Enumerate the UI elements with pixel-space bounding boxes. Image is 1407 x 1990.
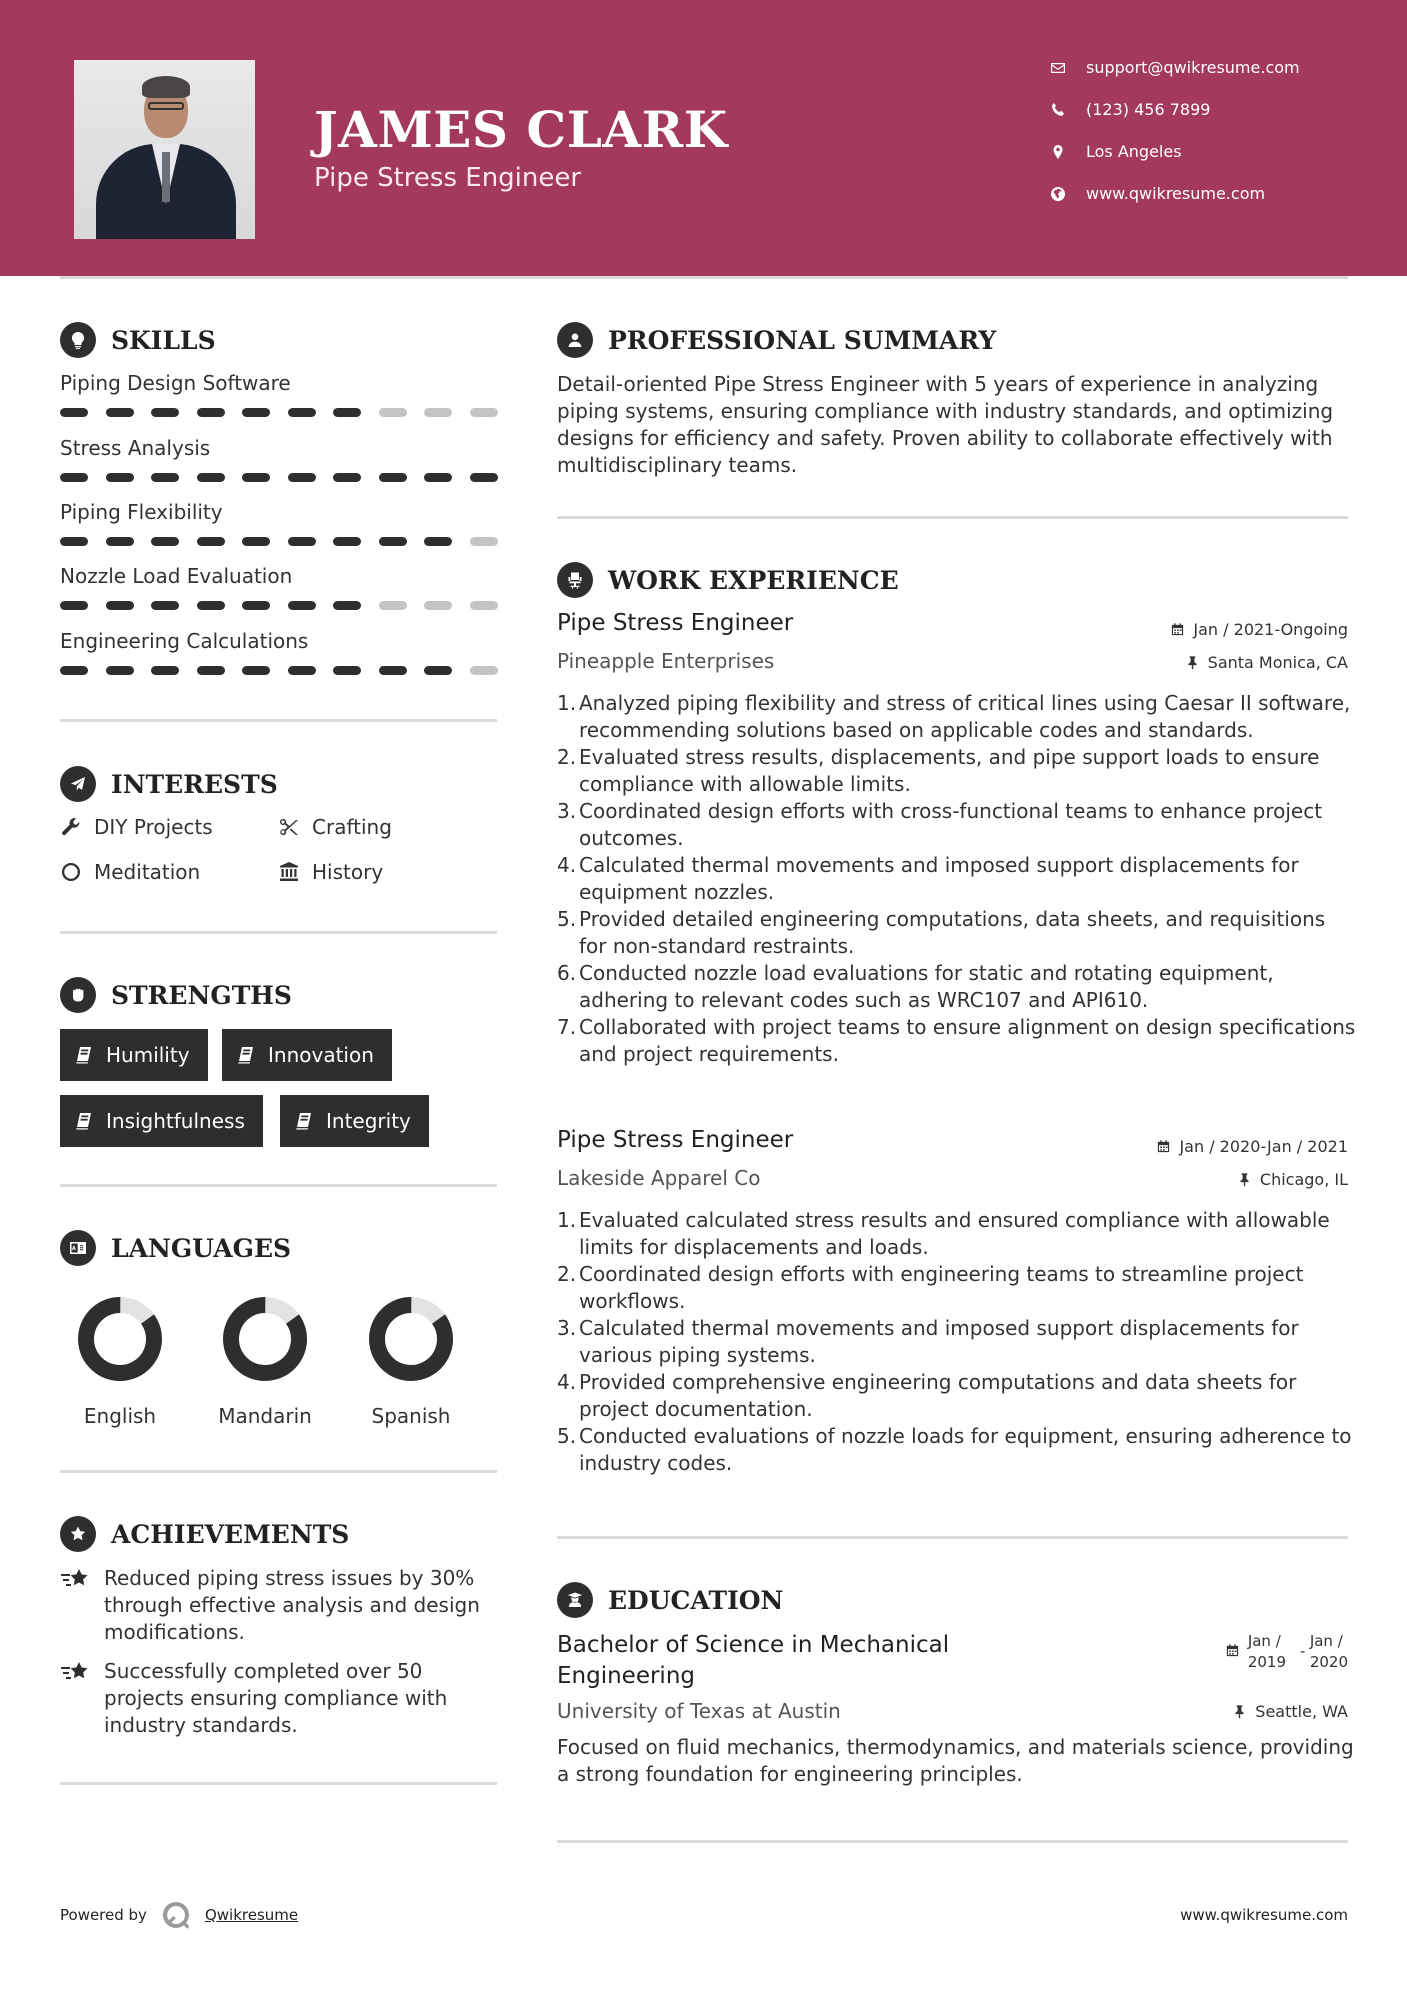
skill-level-segment <box>333 601 361 610</box>
skills-heading: SKILLS <box>60 322 216 358</box>
skill-level-bar <box>60 537 515 546</box>
language-ring <box>366 1294 456 1384</box>
section-divider <box>557 1840 1348 1843</box>
skill-level-segment <box>197 473 225 482</box>
job-responsibilities <box>557 1207 1357 1477</box>
strength-tag: Insightfulness <box>60 1095 263 1147</box>
responsibility-item: 4. Calculated thermal movements and imposed support displacements for equipment nozzles. <box>557 853 1299 904</box>
skill-name: Stress Analysis <box>60 436 211 460</box>
job-title: Pipe Stress Engineer <box>557 1127 794 1153</box>
calendar-icon <box>1156 1139 1171 1154</box>
calendar-icon <box>1170 622 1185 637</box>
contact-location-text: Los Angeles <box>1086 142 1182 161</box>
skill-level-segment <box>60 473 88 482</box>
candidate-name: JAMES CLARK <box>314 100 728 159</box>
responsibility-item: 5. Conducted evaluations of nozzle loads for equipment, ensuring adherence to industry codes. <box>557 1424 1352 1475</box>
language-item <box>60 1294 180 1428</box>
skill-level-segment <box>242 408 270 417</box>
skill-level-segment <box>106 473 134 482</box>
skill-level-segment <box>424 537 452 546</box>
skill-level-segment <box>424 601 452 610</box>
skill-level-segment <box>151 537 179 546</box>
summary-text: Detail-oriented Pipe Stress Engineer with 5 years of experience in analyzing piping systems, ensuring compliance with industry standards, and optimizing designs for efficiency and safety. Proven ability to collaborate effectively with multidisciplinary teams. <box>557 372 1334 477</box>
language-name: Mandarin <box>218 1404 312 1428</box>
globe-icon <box>1050 186 1086 202</box>
skill-level-segment <box>288 537 316 546</box>
section-divider <box>60 719 497 722</box>
skill-level-segment <box>60 408 88 417</box>
achievement-item: Successfully completed over 50 projects ensuring compliance with industry standards. <box>60 1658 500 1739</box>
book-icon <box>74 1111 94 1131</box>
contact-website-text: www.qwikresume.com <box>1086 184 1266 203</box>
achievements-heading: ACHIEVEMENTS <box>60 1516 349 1552</box>
skill-level-segment <box>379 408 407 417</box>
skill-level-segment <box>197 537 225 546</box>
pushpin-icon <box>1185 655 1200 670</box>
education-dates: Jan / 2019 - Jan / 2020 <box>1225 1631 1348 1673</box>
section-divider <box>60 1184 497 1187</box>
profile-photo <box>74 60 255 239</box>
skill-level-segment <box>197 408 225 417</box>
pushpin-icon <box>1237 1172 1252 1187</box>
skill-level-segment <box>151 601 179 610</box>
section-divider <box>60 1470 497 1473</box>
skill-level-segment <box>288 408 316 417</box>
language-icon <box>60 1230 96 1266</box>
skill-level-segment <box>60 666 88 675</box>
language-name: English <box>83 1404 157 1428</box>
skill-level-bar <box>60 601 515 610</box>
wrench-icon <box>60 816 82 838</box>
footer-powered-by: Powered by Qwikresume <box>60 1900 298 1930</box>
star-badge-icon <box>60 1516 96 1552</box>
header-divider <box>60 276 1348 279</box>
skill-level-segment <box>333 473 361 482</box>
section-divider <box>557 516 1348 519</box>
skill-level-segment <box>288 473 316 482</box>
scissors-icon <box>278 816 300 838</box>
language-ring <box>75 1294 165 1384</box>
education-location: Seattle, WA <box>1232 1702 1348 1721</box>
skill-level-segment <box>106 666 134 675</box>
skill-level-segment <box>106 537 134 546</box>
shooting-star-icon <box>60 1658 92 1686</box>
skill-level-segment <box>379 473 407 482</box>
responsibility-item: 3. Coordinated design efforts with cross-functional teams to enhance project outcomes. <box>557 799 1323 850</box>
candidate-title: Pipe Stress Engineer <box>314 163 582 193</box>
phone-icon <box>1050 102 1086 118</box>
footer-website[interactable]: www.qwikresume.com <box>1180 1906 1348 1924</box>
responsibility-item: 3. Calculated thermal movements and imposed support displacements for various piping systems. <box>557 1316 1299 1367</box>
skill-level-segment <box>197 666 225 675</box>
shooting-star-icon <box>60 1565 92 1593</box>
job-dates: Jan / 2020-Jan / 2021 <box>1156 1137 1348 1156</box>
language-name: Spanish <box>371 1404 451 1428</box>
skill-level-segment <box>470 666 498 675</box>
contact-phone-text: (123) 456 7899 <box>1086 100 1211 119</box>
resume-header <box>0 0 1407 276</box>
education-description: Focused on fluid mechanics, thermodynamics, and materials science, providing a strong foundation for engineering principles. <box>557 1735 1354 1786</box>
skill-level-segment <box>242 537 270 546</box>
skill-level-segment <box>197 601 225 610</box>
book-icon <box>74 1045 94 1065</box>
contact-location <box>1050 142 1380 161</box>
office-chair-icon <box>557 562 593 598</box>
map-pin-icon <box>1050 144 1086 160</box>
graduate-icon <box>557 1582 593 1618</box>
strength-tag: Humility <box>60 1029 208 1081</box>
interests-heading: INTERESTS <box>60 766 278 802</box>
museum-icon <box>278 861 300 883</box>
book-icon <box>294 1111 314 1131</box>
skill-level-segment <box>242 601 270 610</box>
section-divider <box>60 931 497 934</box>
strength-tag: Integrity <box>280 1095 429 1147</box>
job-title: Pipe Stress Engineer <box>557 610 794 636</box>
skill-level-segment <box>424 666 452 675</box>
skill-level-segment <box>333 666 361 675</box>
skill-level-segment <box>242 473 270 482</box>
skill-level-segment <box>379 666 407 675</box>
responsibility-item: 7. Collaborated with project teams to ensure alignment on design specifications and project requirements. <box>557 1015 1356 1066</box>
skill-level-segment <box>242 666 270 675</box>
degree-title: Bachelor of Science in Mechanical Engineering <box>557 1632 950 1689</box>
skill-level-segment <box>333 537 361 546</box>
summary-heading: PROFESSIONAL SUMMARY <box>557 322 996 358</box>
skill-level-segment <box>470 408 498 417</box>
pushpin-icon <box>1232 1704 1247 1719</box>
section-divider <box>60 1782 497 1785</box>
contact-email-text: support@qwikresume.com <box>1086 58 1300 77</box>
paper-plane-icon <box>60 766 96 802</box>
skill-name: Nozzle Load Evaluation <box>60 564 293 588</box>
skill-level-bar <box>60 666 515 675</box>
job-dates: Jan / 2021-Ongoing <box>1170 620 1348 639</box>
responsibility-item: 5. Provided detailed engineering computations, data sheets, and requisitions for non-standard restraints. <box>557 907 1326 958</box>
skill-level-segment <box>151 473 179 482</box>
skill-level-segment <box>60 601 88 610</box>
skill-level-segment <box>470 537 498 546</box>
skill-level-segment <box>288 666 316 675</box>
skill-level-segment <box>106 408 134 417</box>
responsibility-item: 2. Coordinated design efforts with engineering teams to streamline project workflows. <box>557 1262 1304 1313</box>
calendar-icon <box>1225 1643 1240 1658</box>
responsibility-item: 4. Provided comprehensive engineering computations and data sheets for project documentation. <box>557 1370 1297 1421</box>
lightbulb-icon <box>60 322 96 358</box>
experience-heading: WORK EXPERIENCE <box>557 562 899 598</box>
envelope-icon <box>1050 60 1086 76</box>
job-location: Chicago, IL <box>1237 1170 1348 1189</box>
contact-website[interactable] <box>1050 184 1380 203</box>
skill-level-segment <box>424 408 452 417</box>
qwikresume-logo-icon <box>161 1900 191 1930</box>
skill-level-segment <box>424 473 452 482</box>
languages-heading: LANGUAGES <box>60 1230 291 1266</box>
skill-level-bar <box>60 408 515 417</box>
interest-item: DIY Projects <box>60 815 213 839</box>
education-heading: EDUCATION <box>557 1582 783 1618</box>
user-icon <box>557 322 593 358</box>
job-responsibilities <box>557 690 1357 1068</box>
language-ring <box>220 1294 310 1384</box>
skill-level-segment <box>151 666 179 675</box>
qwikresume-link[interactable]: Qwikresume <box>204 1906 299 1924</box>
section-divider <box>557 1536 1348 1539</box>
job-company: Pineapple Enterprises <box>557 649 775 673</box>
language-item <box>205 1294 325 1428</box>
book-icon <box>236 1045 256 1065</box>
skill-level-segment <box>333 408 361 417</box>
interest-item: Meditation <box>60 860 200 884</box>
skill-level-segment <box>470 601 498 610</box>
circle-icon <box>60 861 82 883</box>
job-location: Santa Monica, CA <box>1185 653 1348 672</box>
responsibility-item: 1. Evaluated calculated stress results and ensured compliance with allowable limits for displacements and loads. <box>557 1208 1330 1259</box>
contact-phone[interactable] <box>1050 100 1380 119</box>
skill-level-segment <box>106 601 134 610</box>
strength-tag: Innovation <box>222 1029 392 1081</box>
responsibility-item: 6. Conducted nozzle load evaluations for static and rotating equipment, adhering to relevant codes such as WRC107 and API610. <box>557 961 1274 1012</box>
achievement-item: Reduced piping stress issues by 30% through effective analysis and design modifications. <box>60 1565 500 1646</box>
skill-level-bar <box>60 473 515 482</box>
language-item <box>351 1294 471 1428</box>
interest-item: Crafting <box>278 815 392 839</box>
skill-name: Engineering Calculations <box>60 629 309 653</box>
responsibility-item: 1. Analyzed piping flexibility and stress of critical lines using Caesar II software, recommending solutions based on applicable codes and standards. <box>557 691 1351 742</box>
interest-item: History <box>278 860 383 884</box>
skill-level-segment <box>379 601 407 610</box>
skill-level-segment <box>288 601 316 610</box>
job-company: Lakeside Apparel Co <box>557 1166 761 1190</box>
skill-level-segment <box>60 537 88 546</box>
strengths-heading: STRENGTHS <box>60 977 292 1013</box>
skill-level-segment <box>379 537 407 546</box>
responsibility-item: 2. Evaluated stress results, displacements, and pipe support loads to ensure compliance with allowable limits. <box>557 745 1320 796</box>
skill-level-segment <box>151 408 179 417</box>
contact-email[interactable] <box>1050 58 1380 77</box>
skill-level-segment <box>470 473 498 482</box>
fist-icon <box>60 977 96 1013</box>
skill-name: Piping Design Software <box>60 371 291 395</box>
skill-name: Piping Flexibility <box>60 500 223 524</box>
school-name: University of Texas at Austin <box>557 1699 841 1723</box>
